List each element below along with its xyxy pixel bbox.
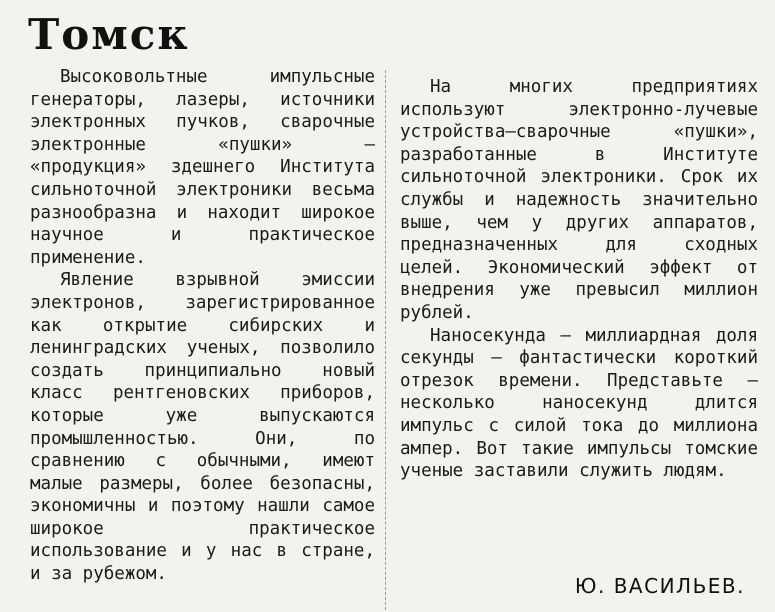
right-column xyxy=(400,76,758,483)
article-paragraph: Высоковольтные импульсные генераторы, лазеры, источники электронных пучков, сварочные электронные «пушки» — «продукция» здешнего Института сильноточной электроники весьма разнообразна и находит широкое научное и практическое применение. xyxy=(30,67,375,268)
article-title: Томск xyxy=(28,10,190,59)
author-signature: Ю. ВАСИЛЬЕВ. xyxy=(574,574,745,598)
left-column xyxy=(30,66,375,586)
article-paragraph: На многих предприятиях используют электронно-лучевые устройства—сварочные «пушки», разработанные в Институте сильноточной электроники. Срок их службы и надежность значительно выше, чем у других аппаратов, предназначенных для сходных целей. Экономический эффект от внедрения уже превысил миллион рублей. xyxy=(400,77,758,323)
article-paragraph: Явление взрывной эмиссии электронов, зарегистрированное как открытие сибирских и ленинградских ученых, позволило создать принципиально новый класс рентгеновских приборов, которые уже выпускаются промышленностью. Они, по сравнению с обычными, имеют малые размеры, более безопасны, экономичны и поэтому нашли самое широкое практическое использование и у нас в стране, и за рубежом. xyxy=(30,270,375,585)
article-paragraph: Наносекунда — миллиардная доля секунды — фантастически короткий отрезок времени. Представьте — несколько наносекунд длится импульс с силой тока до миллиона ампер. Вот такие импульсы томские ученые заставили служить людям. xyxy=(400,325,758,482)
column-divider xyxy=(385,70,387,610)
